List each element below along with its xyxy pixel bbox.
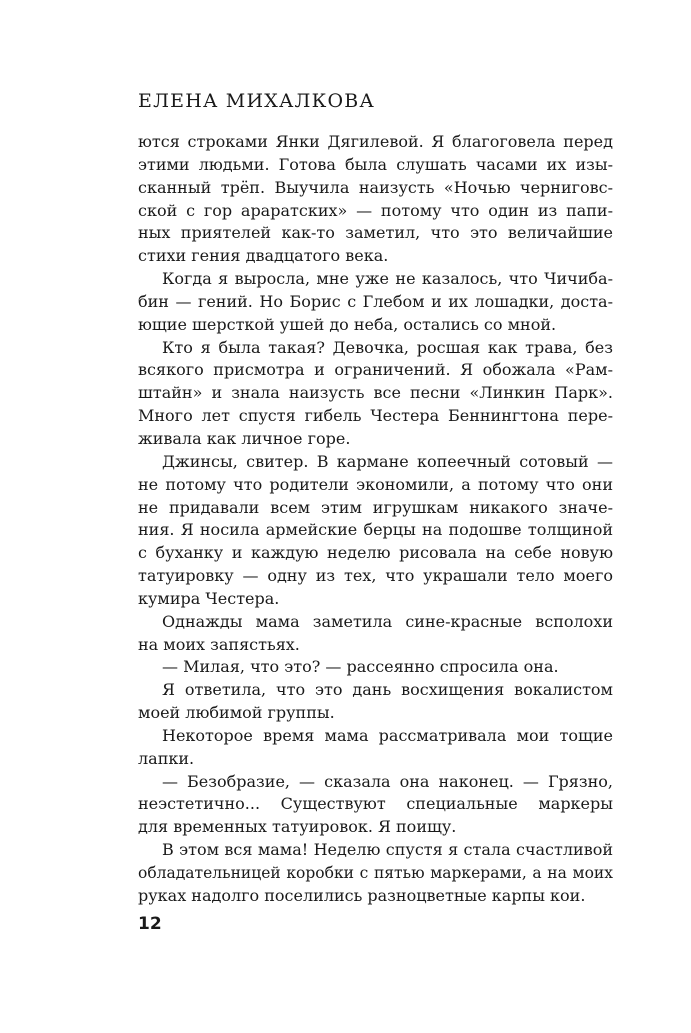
text-line: моей любимой группы. bbox=[138, 703, 335, 723]
text-line: бин — гений. Но Борис с Глебом и их лошадки, доста- bbox=[138, 291, 613, 311]
text-line: Много лет спустя гибель Честера Беннингтона пере- bbox=[138, 406, 613, 426]
text-line: ются строками Янки Дягилевой. Я благоговела перед bbox=[138, 132, 613, 151]
text-line: этими людьми. Готова была слушать часами их изы- bbox=[138, 154, 613, 174]
running-head: ЕЛЕНА МИХАЛКОВА bbox=[138, 90, 376, 112]
text-line: всякого присмотра и ограничений. Я обожала «Рам- bbox=[138, 360, 613, 380]
text-line: для временных татуировок. Я поищу. bbox=[138, 817, 457, 837]
text-line: руках надолго поселились разноцветные карпы кои. bbox=[138, 885, 586, 905]
text-line: — Безобразие, — сказала она наконец. — Грязно, bbox=[162, 771, 613, 791]
text-line: неэстетично... Существуют специальные маркеры bbox=[138, 794, 613, 814]
text-line: живала как личное горе. bbox=[138, 428, 351, 448]
text-line: Джинсы, свитер. В кармане копеечный сотовый — bbox=[162, 451, 613, 471]
text-line: Однажды мама заметила сине-красные всполохи bbox=[162, 611, 613, 631]
text-line: стихи гения двадцатого века. bbox=[138, 246, 389, 266]
text-line: татуировку — одну из тех, что украшали тело моего bbox=[138, 566, 613, 586]
text-line: не придавали всем этим игрушкам никакого значе- bbox=[138, 497, 613, 517]
text-line: Некоторое время мама рассматривала мои тощие bbox=[162, 725, 613, 745]
text-line: ющие шерсткой ушей до неба, остались со мной. bbox=[138, 314, 557, 334]
text-line: — Милая, что это? — рассеянно спросила она. bbox=[162, 657, 559, 677]
text-line: сканный трёп. Выучила наизусть «Ночью черниговс- bbox=[138, 177, 613, 197]
text-line: на моих запястьях. bbox=[138, 634, 300, 654]
text-line: Я ответила, что это дань восхищения вокалистом bbox=[162, 680, 613, 700]
text-line: с буханку и каждую неделю рисовала на себе новую bbox=[138, 543, 613, 563]
text-line: не потому что родители экономили, а потому что они bbox=[138, 474, 613, 494]
text-line: ния. Я носила армейские берцы на подошве толщиной bbox=[138, 520, 613, 540]
text-line: Кто я была такая? Девочка, росшая как трава, без bbox=[162, 337, 613, 357]
text-line: обладательницей коробки с пятью маркерами, а на моих bbox=[138, 864, 613, 882]
body-text bbox=[138, 131, 613, 908]
text-line: штайн» и знала наизусть все песни «Линкин Парк». bbox=[138, 383, 613, 403]
page-number: 12 bbox=[138, 914, 162, 934]
text-line: ской с гор араратских» — потому что один из папи- bbox=[138, 200, 613, 220]
text-line: лапки. bbox=[138, 748, 195, 768]
text-line: кумира Честера. bbox=[138, 588, 280, 608]
text-line: Когда я выросла, мне уже не казалось, что Чичиба- bbox=[162, 269, 613, 289]
text-line: ных приятелей как-то заметил, что это величайшие bbox=[138, 223, 613, 243]
text-line: В этом вся мама! Неделю спустя я стала счастливой bbox=[162, 840, 613, 860]
